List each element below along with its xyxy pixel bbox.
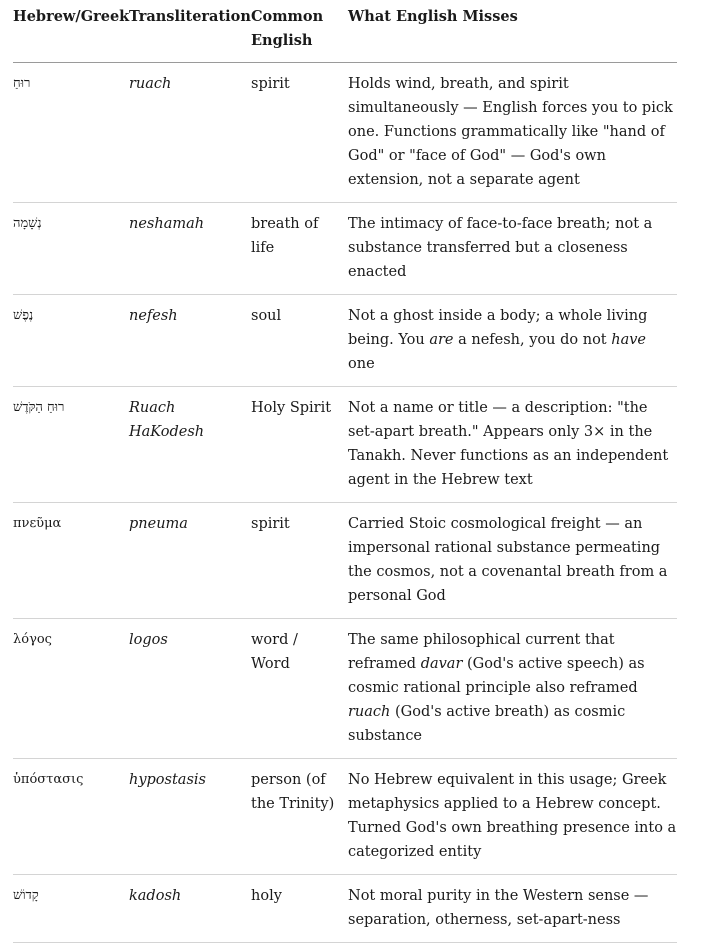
common-english: breath of life	[251, 216, 319, 256]
transliteration: ruach	[129, 76, 172, 92]
common-english: soul	[251, 308, 282, 324]
table-row	[13, 875, 677, 943]
common-english: person (of the Trinity)	[251, 772, 335, 812]
glossary-table	[13, 0, 677, 943]
common-english: holy	[251, 888, 282, 904]
table-header-row	[13, 0, 677, 63]
what-english-misses: Not a ghost inside a body; a whole living being. You are a nefesh, you do not have one	[348, 308, 648, 372]
transliteration: nefesh	[129, 308, 178, 324]
header-common-english: Common English	[251, 8, 324, 49]
header-what-english-misses: What English Misses	[348, 8, 518, 25]
what-english-misses: The same philosophical current that reframed davar (God's active speech) as cosmic rational principle also reframed ruach (God's active breath) as cosmic substance	[348, 632, 645, 744]
transliteration: neshamah	[129, 216, 205, 232]
transliteration: Ruach HaKodesh	[129, 400, 205, 440]
what-english-misses: Not a name or title — a description: "the set-apart breath." Appears only 3× in the Tanakh. Never functions as an independent agent in the Hebrew text	[348, 400, 669, 488]
header-transliteration: Transliteration	[129, 8, 251, 25]
original-word: רוּחַ	[13, 76, 31, 91]
header-original: Hebrew/Greek	[13, 8, 130, 25]
original-word: נֶפֶשׁ	[13, 308, 34, 323]
transliteration: pneuma	[129, 516, 188, 532]
what-english-misses: The intimacy of face-to-face breath; not a substance transferred but a closeness enacted	[348, 216, 653, 280]
what-english-misses: No Hebrew equivalent in this usage; Greek metaphysics applied to a Hebrew concept. Turned God's own breathing presence into a categorized entity	[348, 772, 677, 860]
original-word: נְשָׁמָה	[13, 216, 42, 231]
common-english: spirit	[251, 516, 290, 532]
common-english: spirit	[251, 76, 290, 92]
transliteration: kadosh	[129, 888, 182, 904]
table-row	[13, 63, 677, 203]
table-row	[13, 203, 677, 295]
common-english: word / Word	[251, 632, 298, 672]
table-row	[13, 503, 677, 619]
original-word: πνεῦμα	[13, 516, 62, 531]
table-row	[13, 619, 677, 759]
original-word: קָדוֹשׁ	[13, 888, 39, 903]
table-row	[13, 759, 677, 875]
original-word: λόγος	[13, 632, 52, 647]
transliteration: logos	[129, 632, 168, 648]
what-english-misses: Holds wind, breath, and spirit simultaneously — English forces you to pick one. Functions grammatically like "hand of God" or "face of God" — God's own extension, not a separate agent	[348, 76, 673, 188]
original-word: ὑπόστασις	[13, 772, 84, 787]
common-english: Holy Spirit	[251, 400, 332, 416]
original-word: רוּחַ הַקֹּדֶשׁ	[13, 400, 65, 415]
what-english-misses: Carried Stoic cosmological freight — an impersonal rational substance permeating the cosmos, not a covenantal breath from a personal God	[348, 516, 668, 604]
what-english-misses: Not moral purity in the Western sense — separation, otherness, set-apart-ness	[348, 888, 649, 928]
transliteration: hypostasis	[129, 772, 206, 788]
table-row	[13, 387, 677, 503]
table-row	[13, 295, 677, 387]
